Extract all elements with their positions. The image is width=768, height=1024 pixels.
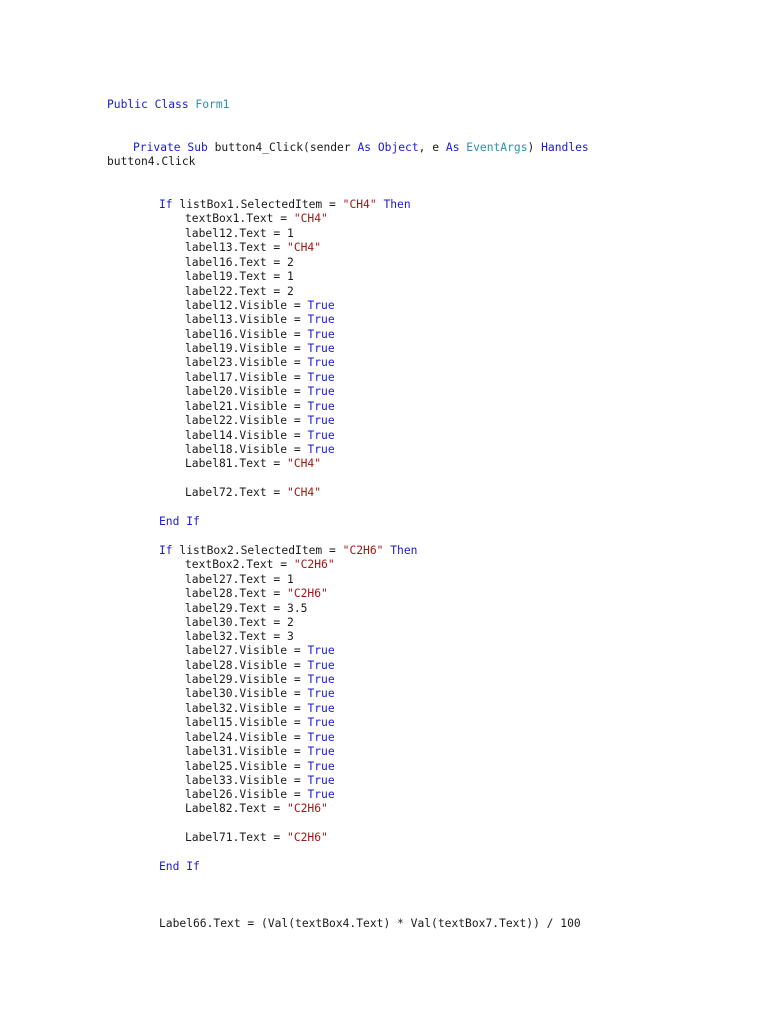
code-token: label19.Text = 1 xyxy=(185,270,294,283)
code-token: , e xyxy=(418,141,446,154)
code-line xyxy=(185,342,335,356)
code-token: label30.Visible = xyxy=(185,687,308,700)
code-token: label20.Visible = xyxy=(185,385,308,398)
code-line xyxy=(185,241,321,255)
code-token: "CH4" xyxy=(287,457,322,470)
code-token: button4.Click xyxy=(107,155,196,168)
code-token: label29.Visible = xyxy=(185,673,308,686)
code-token: As xyxy=(445,141,467,154)
code-token: label27.Visible = xyxy=(185,644,308,657)
code-line xyxy=(185,831,328,845)
code-token: "CH4" xyxy=(287,241,322,254)
code-token: label26.Visible = xyxy=(185,788,308,801)
code-token: label19.Visible = xyxy=(185,342,308,355)
code-line xyxy=(185,414,335,428)
code-line xyxy=(159,544,417,558)
code-token: label24.Visible = xyxy=(185,731,308,744)
code-token: label31.Visible = xyxy=(185,745,308,758)
code-token: True xyxy=(307,702,335,715)
code-line xyxy=(185,716,335,730)
code-token: textBox1.Text = xyxy=(185,212,294,225)
code-line xyxy=(185,443,335,457)
code-token: label28.Visible = xyxy=(185,659,308,672)
code-token: label33.Visible = xyxy=(185,774,308,787)
code-token: label13.Visible = xyxy=(185,313,308,326)
code-token: True xyxy=(307,788,335,801)
code-token: Public Class xyxy=(107,98,196,111)
code-token: True xyxy=(307,760,335,773)
code-token: Then xyxy=(376,198,411,211)
code-token: label22.Text = 2 xyxy=(185,285,294,298)
code-line xyxy=(185,313,335,327)
code-token: label14.Visible = xyxy=(185,429,308,442)
code-token: label28.Text = xyxy=(185,587,288,600)
code-token: label16.Text = 2 xyxy=(185,256,294,269)
code-token: label21.Visible = xyxy=(185,400,308,413)
code-line xyxy=(185,270,294,284)
code-line xyxy=(185,687,335,701)
code-token: Handles xyxy=(541,141,589,154)
code-token: label12.Visible = xyxy=(185,299,308,312)
code-line xyxy=(107,155,195,169)
code-line xyxy=(185,587,328,601)
code-line xyxy=(185,328,335,342)
code-token: listBox1.SelectedItem = xyxy=(179,198,343,211)
code-token: End If xyxy=(159,860,200,873)
code-token: Private Sub xyxy=(133,141,215,154)
code-token: ) xyxy=(527,141,542,154)
code-token: True xyxy=(307,400,335,413)
code-token: label29.Text = 3.5 xyxy=(185,602,308,615)
code-line xyxy=(185,616,294,630)
code-token: "C2H6" xyxy=(287,587,328,600)
code-line xyxy=(185,457,321,471)
code-token: True xyxy=(307,328,335,341)
code-token: True xyxy=(307,356,335,369)
code-line xyxy=(185,602,307,616)
code-line xyxy=(185,573,294,587)
code-token: "CH4" xyxy=(293,212,328,225)
code-line xyxy=(185,731,335,745)
code-token: label32.Visible = xyxy=(185,702,308,715)
code-token: True xyxy=(307,687,335,700)
code-line xyxy=(185,673,335,687)
code-line xyxy=(185,558,335,572)
code-token: True xyxy=(307,716,335,729)
code-token: Label66.Text = (Val(textBox4.Text) * Val(textBox7.Text)) / 100 xyxy=(159,917,581,930)
code-token: If xyxy=(159,544,180,557)
code-token: True xyxy=(307,443,335,456)
code-line xyxy=(185,285,294,299)
code-token: EventArgs xyxy=(466,141,528,154)
code-token: True xyxy=(307,731,335,744)
code-line xyxy=(185,227,294,241)
code-token: True xyxy=(307,429,335,442)
code-token: True xyxy=(307,385,335,398)
code-line xyxy=(185,630,294,644)
code-token: label30.Text = 2 xyxy=(185,616,294,629)
code-line xyxy=(185,788,335,802)
code-token: Form1 xyxy=(195,98,230,111)
code-line xyxy=(185,745,335,759)
code-line xyxy=(185,486,321,500)
code-token: True xyxy=(307,371,335,384)
code-line xyxy=(185,659,335,673)
code-line xyxy=(185,400,335,414)
code-token: True xyxy=(307,745,335,758)
code-token: label12.Text = 1 xyxy=(185,227,294,240)
code-token: label13.Text = xyxy=(185,241,288,254)
code-token: label17.Visible = xyxy=(185,371,308,384)
code-token: "C2H6" xyxy=(293,558,335,571)
code-line xyxy=(159,515,200,529)
code-token: label23.Visible = xyxy=(185,356,308,369)
code-line xyxy=(185,356,335,370)
code-token: "CH4" xyxy=(342,198,377,211)
code-line xyxy=(159,917,581,931)
code-line xyxy=(185,256,294,270)
code-line xyxy=(185,299,335,313)
code-line xyxy=(185,774,335,788)
code-token: True xyxy=(307,774,335,787)
code-token: listBox2.SelectedItem = xyxy=(179,544,343,557)
code-token: "C2H6" xyxy=(287,831,328,844)
code-token: "C2H6" xyxy=(342,544,384,557)
code-line xyxy=(185,802,328,816)
code-line xyxy=(107,98,229,112)
code-line xyxy=(133,141,589,155)
code-token: Label82.Text = xyxy=(185,802,288,815)
code-line xyxy=(185,644,335,658)
code-token: Label81.Text = xyxy=(185,457,288,470)
code-token: textBox2.Text = xyxy=(185,558,294,571)
code-line xyxy=(185,760,335,774)
code-token: Label71.Text = xyxy=(185,831,288,844)
code-token: True xyxy=(307,414,335,427)
code-token: label22.Visible = xyxy=(185,414,308,427)
code-line xyxy=(159,860,200,874)
code-line xyxy=(185,212,328,226)
code-line xyxy=(185,385,335,399)
code-token: button4_Click(sender xyxy=(214,141,358,154)
code-token: True xyxy=(307,313,335,326)
code-token: True xyxy=(307,299,335,312)
code-token: "C2H6" xyxy=(287,802,328,815)
code-token: True xyxy=(307,644,335,657)
code-token: If xyxy=(159,198,180,211)
code-token: label16.Visible = xyxy=(185,328,308,341)
code-line xyxy=(159,198,411,212)
code-token: As Object xyxy=(357,141,419,154)
code-token: True xyxy=(307,342,335,355)
code-token: End If xyxy=(159,515,200,528)
code-token: True xyxy=(307,659,335,672)
code-token: label27.Text = 1 xyxy=(185,573,294,586)
code-token: "CH4" xyxy=(287,486,322,499)
code-token: label25.Visible = xyxy=(185,760,308,773)
code-line xyxy=(185,702,335,716)
code-token: label18.Visible = xyxy=(185,443,308,456)
code-token: label15.Visible = xyxy=(185,716,308,729)
code-line xyxy=(185,371,335,385)
code-line xyxy=(185,429,335,443)
code-token: label32.Text = 3 xyxy=(185,630,294,643)
code-token: Then xyxy=(383,544,418,557)
code-token: Label72.Text = xyxy=(185,486,288,499)
code-token: True xyxy=(307,673,335,686)
